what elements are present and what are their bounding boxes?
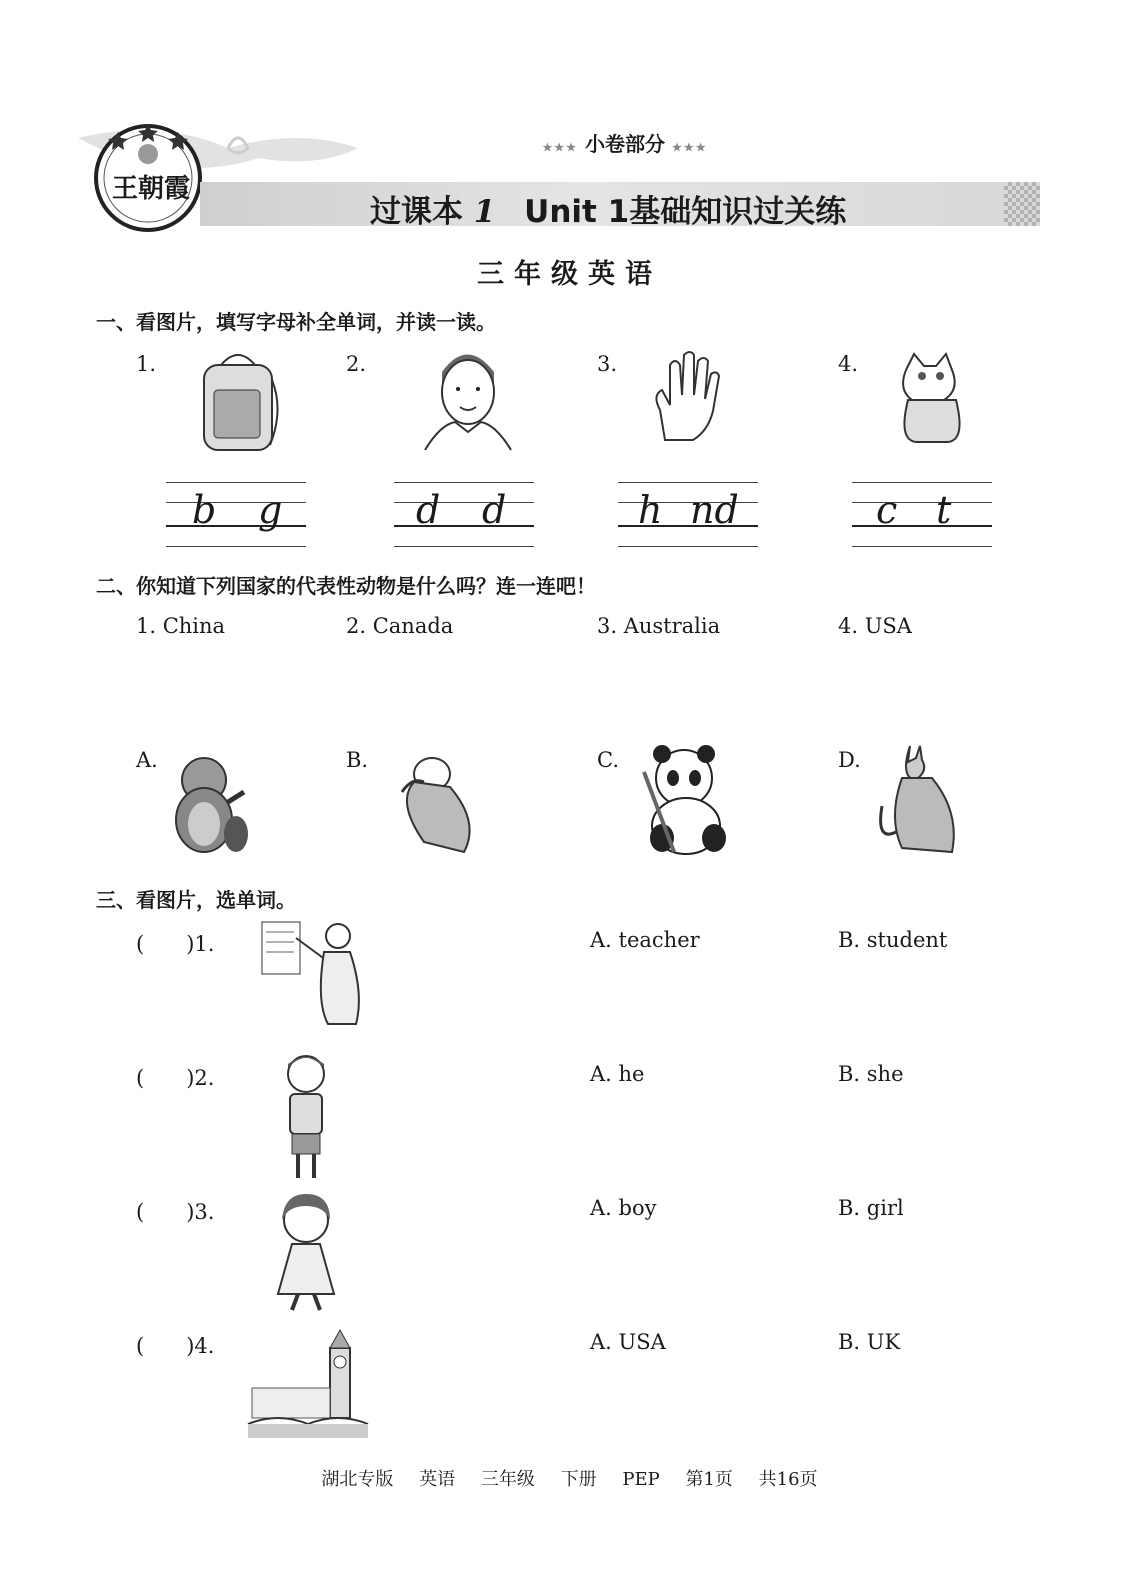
animal-label: B.	[346, 748, 369, 772]
letter-hint: h	[638, 488, 663, 532]
answer-blank[interactable]: ( )1.	[136, 932, 215, 956]
letter-hint: g	[258, 488, 283, 532]
boy-icon	[276, 1052, 336, 1182]
section-2-heading: 二、你知道下列国家的代表性动物是什么吗？连一连吧！	[96, 574, 596, 598]
item-number: 4.	[838, 352, 859, 376]
option-b[interactable]: B. she	[838, 1062, 904, 1086]
option-b[interactable]: B. UK	[838, 1330, 901, 1354]
footer-volume: 下册	[560, 1469, 597, 1490]
father-icon	[420, 342, 515, 452]
cat-icon	[884, 350, 974, 445]
letter-hint: d	[416, 488, 441, 532]
series-label-text: 小卷部分	[585, 132, 665, 156]
option-a[interactable]: A. boy	[590, 1196, 657, 1220]
footer-page: 第1页	[685, 1469, 733, 1490]
writing-lines	[166, 482, 306, 552]
girl-icon	[268, 1194, 348, 1314]
panda-icon	[624, 742, 742, 857]
page-footer	[0, 1465, 1139, 1491]
item-number: 1.	[136, 352, 157, 376]
answer-blank[interactable]: ( )2.	[136, 1066, 215, 1090]
writing-lines	[394, 482, 534, 552]
big-ben-icon	[248, 1328, 368, 1440]
title-prefix: 过课本	[370, 194, 463, 230]
beaver-icon	[170, 752, 252, 857]
option-a[interactable]: A. USA	[590, 1330, 666, 1354]
star-icon: ★★★	[671, 141, 708, 154]
writing-lines	[852, 482, 992, 552]
answer-blank[interactable]: ( )4.	[136, 1334, 215, 1358]
animal-label: C.	[597, 748, 619, 772]
checker-pattern	[1004, 182, 1040, 226]
subject-title: 三年级英语	[477, 259, 662, 290]
animal-label: D.	[838, 748, 861, 772]
teacher-icon	[258, 918, 362, 1034]
letter-hint: d	[482, 488, 507, 532]
item-number: 2.	[346, 352, 367, 376]
logo-text: 王朝霞	[112, 174, 191, 204]
letter-hint: t	[936, 488, 952, 532]
hand-icon	[645, 350, 725, 445]
country-label: 4. USA	[838, 614, 912, 638]
option-a[interactable]: A. he	[590, 1062, 645, 1086]
footer-edition: 湖北专版	[321, 1469, 394, 1490]
option-a[interactable]: A. teacher	[590, 928, 700, 952]
country-label: 1. China	[136, 614, 226, 638]
item-number: 3.	[597, 352, 618, 376]
footer-total: 共16页	[758, 1469, 818, 1490]
country-label: 3. Australia	[597, 614, 721, 638]
star-icon: ★★★	[542, 141, 579, 154]
eagle-icon	[392, 752, 482, 857]
option-b[interactable]: B. girl	[838, 1196, 904, 1220]
letter-hint: c	[876, 488, 898, 532]
footer-subject: 英语	[419, 1469, 456, 1490]
country-label: 2. Canada	[346, 614, 454, 638]
writing-lines	[618, 482, 758, 552]
title-main: Unit 1基础知识过关练	[524, 194, 847, 230]
page-title	[370, 186, 846, 231]
footer-publisher: PEP	[622, 1469, 660, 1490]
answer-blank[interactable]: ( )3.	[136, 1200, 215, 1224]
kangaroo-icon	[876, 742, 962, 857]
series-label	[520, 128, 730, 157]
backpack-icon	[196, 350, 286, 455]
title-number: 1	[473, 194, 496, 230]
letter-hint: nd	[690, 488, 739, 532]
letter-hint: b	[192, 488, 217, 532]
section-3-heading: 三、看图片，选单词。	[96, 888, 296, 912]
footer-grade: 三年级	[480, 1469, 535, 1490]
option-b[interactable]: B. student	[838, 928, 948, 952]
animal-label: A.	[136, 748, 158, 772]
section-1-heading: 一、看图片，填写字母补全单词，并读一读。	[96, 310, 496, 334]
